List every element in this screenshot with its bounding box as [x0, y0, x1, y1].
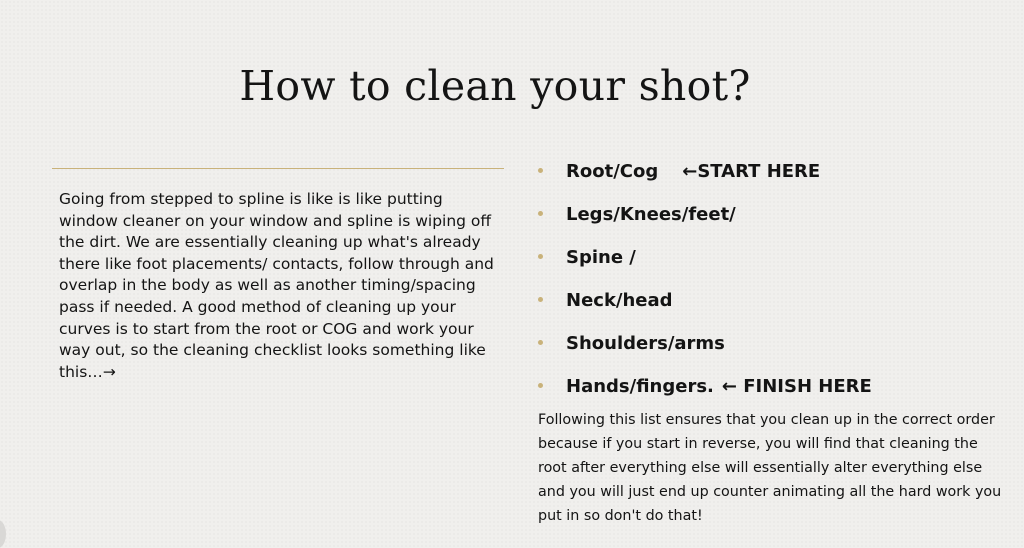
cleaning-checklist — [538, 150, 998, 408]
checklist-item — [538, 322, 998, 365]
checklist-item-label: Legs/Knees/feet/ — [566, 204, 736, 225]
window-corner-decoration — [0, 520, 6, 548]
checklist-item-label: Neck/head — [566, 290, 673, 311]
bullet-icon — [538, 383, 543, 388]
checklist-item-label: Hands/fingers. — [566, 376, 714, 397]
title-divider — [52, 168, 504, 169]
checklist-item-note: ←START HERE — [682, 161, 821, 182]
checklist-item — [538, 236, 998, 279]
checklist-item-note: ← FINISH HERE — [721, 376, 872, 397]
slide-body-text: Going from stepped to spline is like is like putting window cleaner on your window and spline is wiping off the dirt. We are essentially cleaning up what's already there like foot placements/ contacts, follow through and overlap in the body as well as another timing/spacing pass if needed. A good method of cleaning up your curves is to start from the root or COG and work your way out, so the cleaning checklist looks something like this…→ — [59, 190, 494, 381]
bullet-icon — [538, 254, 543, 259]
checklist-item — [538, 279, 998, 322]
checklist-item — [538, 150, 998, 193]
checklist-item-label: Shoulders/arms — [566, 333, 725, 354]
checklist-item-label: Root/Cog — [566, 161, 659, 182]
bullet-icon — [538, 168, 543, 173]
slide-title: How to clean your shot? — [239, 62, 751, 110]
slide-footnote: Following this list ensures that you clean up in the correct order because if you start in reverse, you will find that cleaning the root after everything else will essentially alter everything else and you will just end up counter animating all the hard work you put in so don't do that! — [538, 412, 1002, 524]
checklist-item — [538, 365, 998, 408]
bullet-icon — [538, 211, 543, 216]
bullet-icon — [538, 340, 543, 345]
checklist-item — [538, 193, 998, 236]
checklist-item-label: Spine / — [566, 247, 636, 268]
bullet-icon — [538, 297, 543, 302]
